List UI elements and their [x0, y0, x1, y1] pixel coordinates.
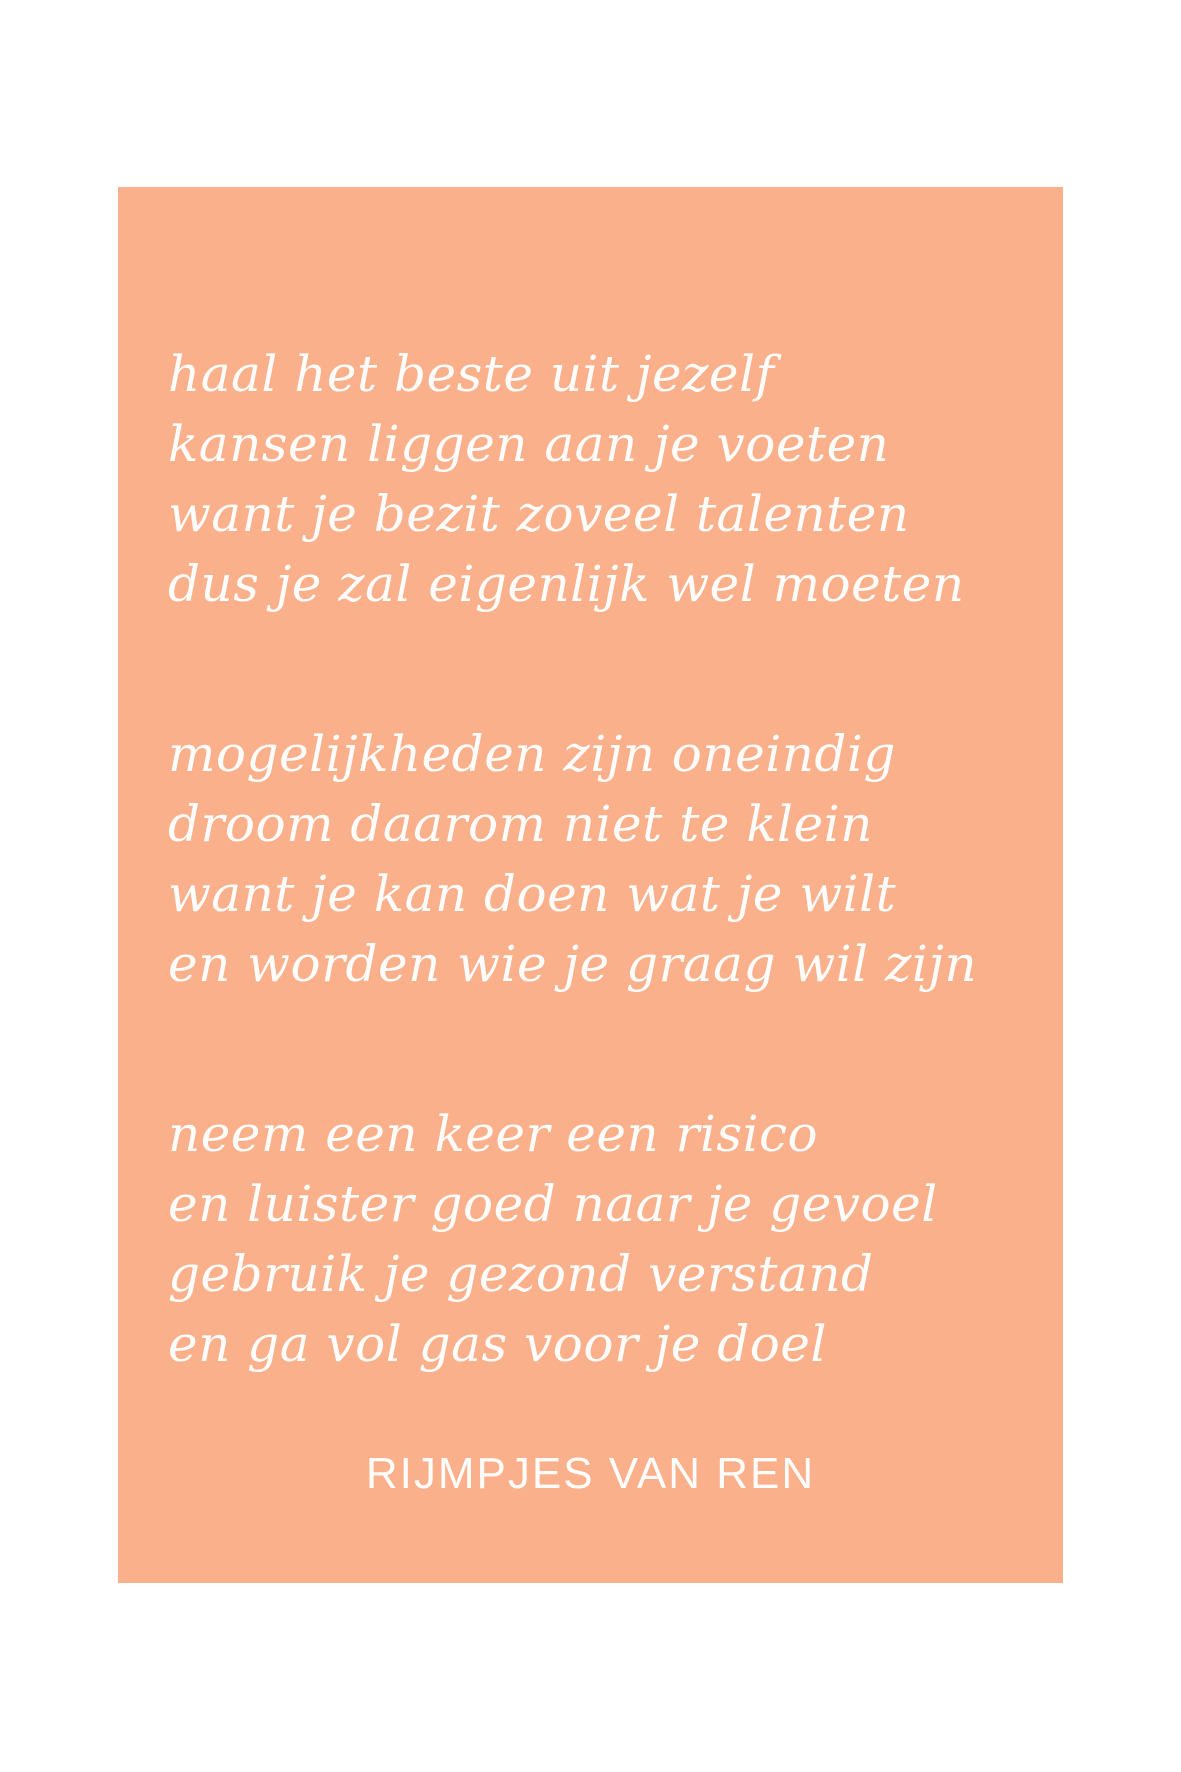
poem-line: en luister goed naar je gevoel: [168, 1175, 938, 1233]
poem-line: mogelijkheden zijn oneindig: [168, 725, 896, 783]
poem-line: haal het beste uit jezelf: [168, 345, 775, 403]
poem-line: en worden wie je graag wil zijn: [168, 935, 978, 993]
poem-stanza-2: [168, 719, 1033, 999]
poem-stanza-3: [168, 1099, 1033, 1379]
poem-stanza-1: [168, 339, 1033, 619]
poem-line: want je bezit zoveel talenten: [168, 485, 910, 543]
credit-text: RIJMPJES VAN REN: [365, 1449, 816, 1498]
poster-panel: [118, 187, 1063, 1583]
poem-line: want je kan doen wat je wilt: [168, 865, 897, 923]
poem-line: en ga vol gas voor je doel: [168, 1315, 827, 1373]
poem-line: gebruik je gezond verstand: [168, 1245, 874, 1303]
poem-line: dus je zal eigenlijk wel moeten: [168, 555, 965, 613]
poem-line: neem een keer een risico: [168, 1105, 819, 1163]
poem-line: kansen liggen aan je voeten: [168, 415, 890, 473]
poem-line: droom daarom niet te klein: [168, 795, 873, 853]
poem: [168, 339, 1033, 1379]
